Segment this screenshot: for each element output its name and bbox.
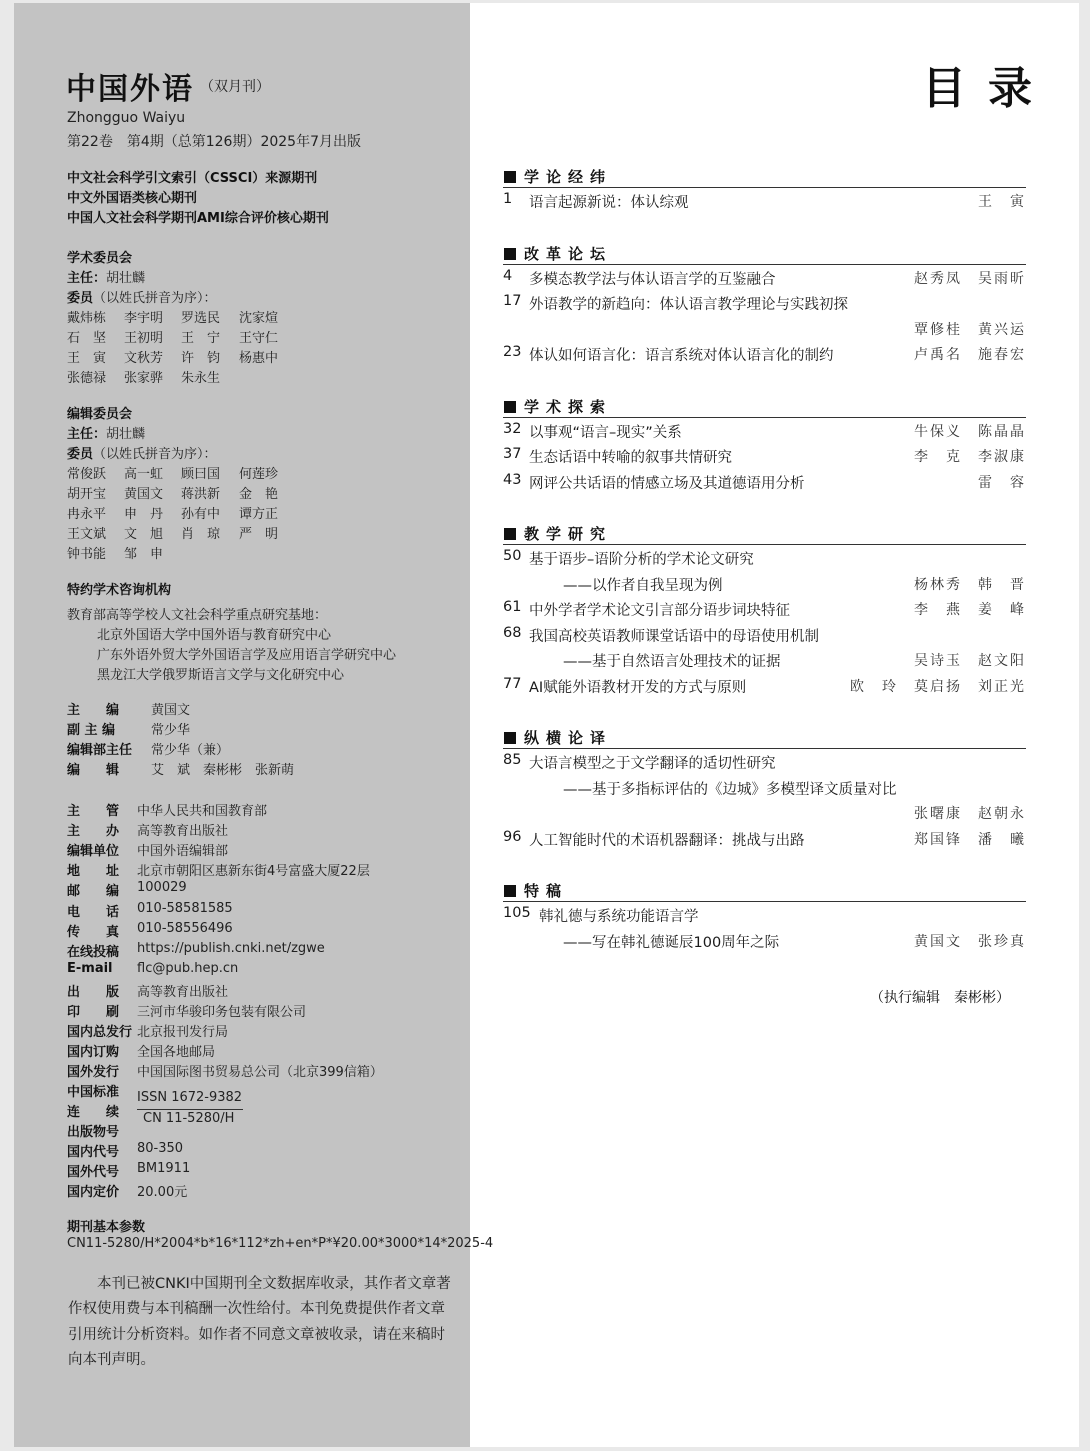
editorial-member: 胡开宝: [67, 487, 107, 502]
academic-member: 王 寅: [67, 351, 107, 366]
editorial-member: 金 艳: [239, 487, 279, 502]
academic-member: 罗选民: [181, 311, 221, 326]
issn-number: ISSN 1672-9382: [137, 1090, 243, 1105]
editorial-member: 严 明: [239, 527, 279, 542]
editorial-member: 王文斌: [67, 527, 107, 542]
code-value: 80-350: [137, 1141, 184, 1156]
journal-logo: 中国外语: [66, 72, 194, 107]
academic-member: 李宇明: [124, 311, 164, 326]
academic-committee-heading: 学术委员会: [67, 251, 133, 266]
staff-value: 常少华: [151, 723, 191, 738]
toc-section-heading: 纵横论译: [504, 727, 612, 748]
toc-entry-authors: 张曙康 赵朝永: [914, 806, 1026, 822]
consulting-base: 广东外语外贸大学外国语言学及应用语言学研究中心: [97, 648, 397, 663]
editorial-member: 黄国文: [124, 487, 164, 502]
publishing-label: 主 办: [67, 824, 120, 840]
staff-label: 编辑部主任: [67, 743, 133, 758]
publishing-value: 010-58556496: [137, 920, 233, 936]
indexing-line: 中文外国语类核心期刊: [67, 191, 198, 206]
toc-entry-title: 语言起源新说：体认综观: [529, 195, 689, 211]
toc-entry-title: 大语言模型之于文学翻译的适切性研究: [529, 756, 776, 772]
academic-member: 戴炜栋: [67, 311, 107, 326]
editorial-member: 文 旭: [124, 527, 164, 542]
toc-entry-title: 我国高校英语教师课堂话语中的母语使用机制: [529, 628, 819, 645]
toc-entry-title: 网评公共话语的情感立场及其道德语用分析: [529, 475, 805, 492]
toc-section-heading: 学术探索: [504, 396, 612, 417]
toc-page-number: 61: [503, 599, 522, 615]
code-value: 20.00元: [137, 1185, 188, 1200]
toc-entry-title: 多模态教学法与体认语言学的互鉴融合: [529, 271, 776, 288]
academic-member: 石 坚: [67, 331, 107, 346]
toc-entry-authors: 郑国锋 潘 曦: [914, 831, 1026, 848]
consulting-base: 黑龙江大学俄罗斯语言文学与文化研究中心: [97, 668, 345, 683]
academic-member: 沈家煊: [239, 311, 279, 326]
square-bullet-icon: [504, 885, 516, 897]
toc-entry-title: 人工智能时代的术语机器翻译：挑战与出路: [529, 832, 805, 849]
publishing-value: 中国外语编辑部: [137, 844, 229, 860]
toc-section-heading: 特稿: [504, 880, 568, 901]
editorial-member: 蒋洪新: [181, 487, 221, 502]
staff-value: 常少华（兼）: [151, 743, 230, 758]
indexing-line: 中文社会科学引文索引（CSSCI）来源期刊: [67, 171, 318, 186]
publishing-value: 三河市华骏印务包装有限公司: [137, 1005, 307, 1020]
code-value: BM1911: [137, 1161, 191, 1176]
square-bullet-icon: [504, 248, 516, 260]
editorial-member: 邹 申: [124, 547, 164, 562]
publishing-value: 010-58581585: [137, 900, 233, 916]
toc-entry-subtitle: ——以作者自我呈现为例: [563, 577, 723, 594]
section-rule: [503, 901, 1026, 902]
square-bullet-icon: [504, 401, 516, 413]
toc-page-number: 37: [503, 446, 522, 462]
toc-entry-authors: 欧 玲 莫启扬 刘正光: [850, 678, 1026, 695]
publishing-label: 传 真: [67, 924, 120, 940]
publishing-label: 出 版: [67, 984, 120, 1000]
toc-entry-authors: 雷 容: [978, 474, 1026, 491]
academic-member: 张德禄: [67, 371, 107, 386]
toc-entry-title: 以事观“语言–现实”关系: [529, 424, 682, 441]
academic-member: 朱永生: [181, 371, 221, 386]
params-heading: 期刊基本参数: [67, 1220, 146, 1235]
publishing-value: 高等教育出版社: [137, 984, 229, 1000]
publishing-label: 邮 编: [67, 884, 120, 900]
consulting-heading: 特约学术咨询机构: [67, 583, 172, 598]
toc-entry-authors: 李 燕 姜 峰: [914, 602, 1026, 618]
publishing-label: 编辑单位: [67, 844, 120, 860]
publishing-label: 在线投稿: [67, 944, 120, 960]
editorial-member: 孙有中: [181, 507, 221, 522]
toc-entry-title: AI赋能外语教材开发的方式与原则: [529, 679, 747, 696]
issn-divider: [137, 1109, 243, 1110]
editorial-member: 冉永平: [67, 507, 107, 522]
toc-entry-subtitle: ——基于多指标评估的《边城》多模型译文质量对比: [563, 781, 897, 798]
academic-member: 张家骅: [124, 371, 164, 386]
publishing-value: 中华人民共和国教育部: [137, 804, 268, 819]
toc-entry-authors: 王 寅: [978, 194, 1026, 210]
academic-member: 王守仁: [239, 331, 279, 346]
serial-label: 连 续: [67, 1105, 120, 1120]
square-bullet-icon: [504, 732, 516, 744]
editorial-member: 高一虹: [124, 467, 164, 482]
publishing-label: 主 管: [67, 804, 120, 819]
editorial-member: 顾曰国: [181, 467, 221, 482]
code-label: 国内代号: [67, 1145, 120, 1160]
publishing-label: 国内订购: [67, 1045, 120, 1061]
square-bullet-icon: [504, 528, 516, 540]
staff-label: 副 主 编: [67, 723, 116, 738]
academic-members-label: 委员（以姓氏拼音为序）：: [67, 291, 217, 306]
publishing-label: 地 址: [67, 864, 120, 880]
academic-chair: 主任：胡壮麟: [67, 271, 146, 286]
contents-panel: [470, 3, 1079, 1447]
params-value: CN11-5280/H*2004*b*16*112*zh+en*P*¥20.00*3000*14*2025-4: [67, 1236, 494, 1251]
section-rule: [503, 748, 1026, 749]
journal-frequency: （双月刊）: [200, 79, 270, 95]
publishing-value: 北京市朝阳区惠新东街4号富盛大厦22层: [137, 864, 370, 880]
editorial-committee-heading: 编辑委员会: [67, 407, 133, 422]
issue-info: 第22卷 第4期（总第126期）2025年7月出版: [67, 134, 361, 150]
editorial-member: 谭方正: [239, 507, 279, 522]
toc-page-number: 17: [503, 293, 522, 309]
toc-page-number: 77: [503, 675, 522, 692]
toc-title: 目录: [922, 63, 1054, 114]
serial-label: 出版物号: [67, 1125, 120, 1140]
toc-entry-authors: 杨林秀 韩 晋: [914, 576, 1026, 593]
indexing-line: 中国人文社会科学期刊AMI综合评价核心期刊: [67, 211, 329, 226]
executive-editor: （执行编辑 秦彬彬）: [870, 990, 1010, 1006]
toc-section-heading: 改革论坛: [504, 243, 612, 264]
serial-label: 中国标准: [67, 1085, 120, 1100]
academic-member: 文秋芳: [124, 351, 164, 366]
consulting-base: 北京外国语大学中国外语与教育研究中心: [97, 628, 332, 643]
toc-section-heading: 教学研究: [504, 523, 612, 544]
toc-entry-title: 韩礼德与系统功能语言学: [539, 909, 699, 925]
academic-member: 王初明: [124, 331, 164, 346]
section-rule: [503, 417, 1026, 418]
toc-entry-title: 生态话语中转喻的叙事共情研究: [529, 450, 732, 466]
section-rule: [503, 544, 1026, 545]
staff-value: 艾 斌 秦彬彬 张新萌: [151, 763, 295, 778]
square-bullet-icon: [504, 171, 516, 183]
staff-value: 黄国文: [151, 703, 191, 718]
editorial-members-label: 委员（以姓氏拼音为序）：: [67, 447, 217, 462]
publishing-label: 印 刷: [67, 1005, 120, 1020]
staff-label: 主 编: [67, 703, 120, 718]
toc-entry-authors: 吴诗玉 赵文阳: [914, 653, 1026, 669]
copyright-notice: 本刊已被CNKI中国期刊全文数据库收录，其作者文章著作权使用费与本刊稿酬一次性给付。本刊免费提供作者文章引用统计分析资料。如作者不同意文章被收录，请在来稿时向本刊声明。: [68, 1276, 451, 1368]
academic-member: 许 钧: [181, 351, 221, 366]
toc-page-number: 1: [503, 191, 513, 207]
toc-page-number: 68: [503, 624, 522, 641]
toc-entry-title: 体认如何语言化：语言系统对体认语言化的制约: [529, 348, 834, 364]
toc-entry-title: 中外学者学术论文引言部分语步词块特征: [529, 603, 790, 619]
toc-entry-subtitle: ——写在韩礼德诞辰100周年之际: [563, 934, 780, 951]
toc-entry-authors: 黄国文 张珍真: [914, 933, 1026, 950]
toc-entry-authors: 赵秀凤 吴雨昕: [914, 270, 1026, 287]
editorial-member: 何莲珍: [239, 467, 279, 482]
toc-entry-authors: 卢禹名 施春宏: [914, 347, 1026, 363]
publishing-value: flc@pub.hep.cn: [137, 960, 239, 976]
publishing-value: 100029: [137, 880, 187, 896]
toc-entry-authors: 李 克 李淑康: [914, 449, 1026, 465]
academic-member: 杨惠中: [239, 351, 279, 366]
toc-page-number: 96: [503, 828, 522, 845]
toc-page-number: 50: [503, 548, 522, 564]
publishing-value: 高等教育出版社: [137, 824, 229, 840]
toc-page-number: 4: [503, 267, 513, 284]
publishing-value: 中国国际图书贸易总公司（北京399信箱）: [137, 1065, 383, 1081]
publishing-value: https://publish.cnki.net/zgwe: [137, 940, 325, 956]
section-rule: [503, 187, 1026, 188]
publishing-label: 国内总发行: [67, 1025, 133, 1041]
publishing-value: 北京报刊发行局: [137, 1025, 229, 1041]
toc-entry-subtitle: ——基于自然语言处理技术的证据: [563, 654, 781, 670]
publishing-label: E-mail: [67, 960, 113, 976]
code-label: 国内定价: [67, 1185, 120, 1200]
cn-number: CN 11-5280/H: [143, 1111, 235, 1126]
editorial-member: 常俊跃: [67, 467, 107, 482]
consulting-intro: 教育部高等学校人文社会科学重点研究基地：: [67, 608, 328, 623]
toc-entry-title: 基于语步–语阶分析的学术论文研究: [529, 552, 754, 568]
publishing-label: 国外发行: [67, 1065, 120, 1081]
toc-section-heading: 学论经纬: [504, 166, 612, 187]
section-rule: [503, 264, 1026, 265]
toc-entry-title: 外语教学的新趋向：体认语言教学理论与实践初探: [529, 297, 848, 313]
toc-page-number: 85: [503, 752, 522, 768]
toc-page-number: 105: [503, 905, 531, 921]
editorial-member: 肖 琼: [181, 527, 221, 542]
editorial-member: 申 丹: [124, 507, 164, 522]
publishing-value: 全国各地邮局: [137, 1045, 216, 1061]
toc-page-number: 32: [503, 420, 522, 437]
academic-member: 王 宁: [181, 331, 221, 346]
editorial-chair: 主任：胡壮麟: [67, 427, 146, 442]
journal-pinyin: Zhongguo Waiyu: [67, 110, 186, 126]
toc-page-number: 43: [503, 471, 522, 488]
staff-label: 编 辑: [67, 763, 120, 778]
editorial-member: 钟书能: [67, 547, 107, 562]
toc-entry-authors: 覃修桂 黄兴运: [914, 321, 1026, 338]
publishing-label: 电 话: [67, 904, 120, 920]
toc-page-number: 23: [503, 344, 522, 360]
toc-entry-authors: 牛保义 陈晶晶: [914, 423, 1026, 440]
code-label: 国外代号: [67, 1165, 120, 1180]
